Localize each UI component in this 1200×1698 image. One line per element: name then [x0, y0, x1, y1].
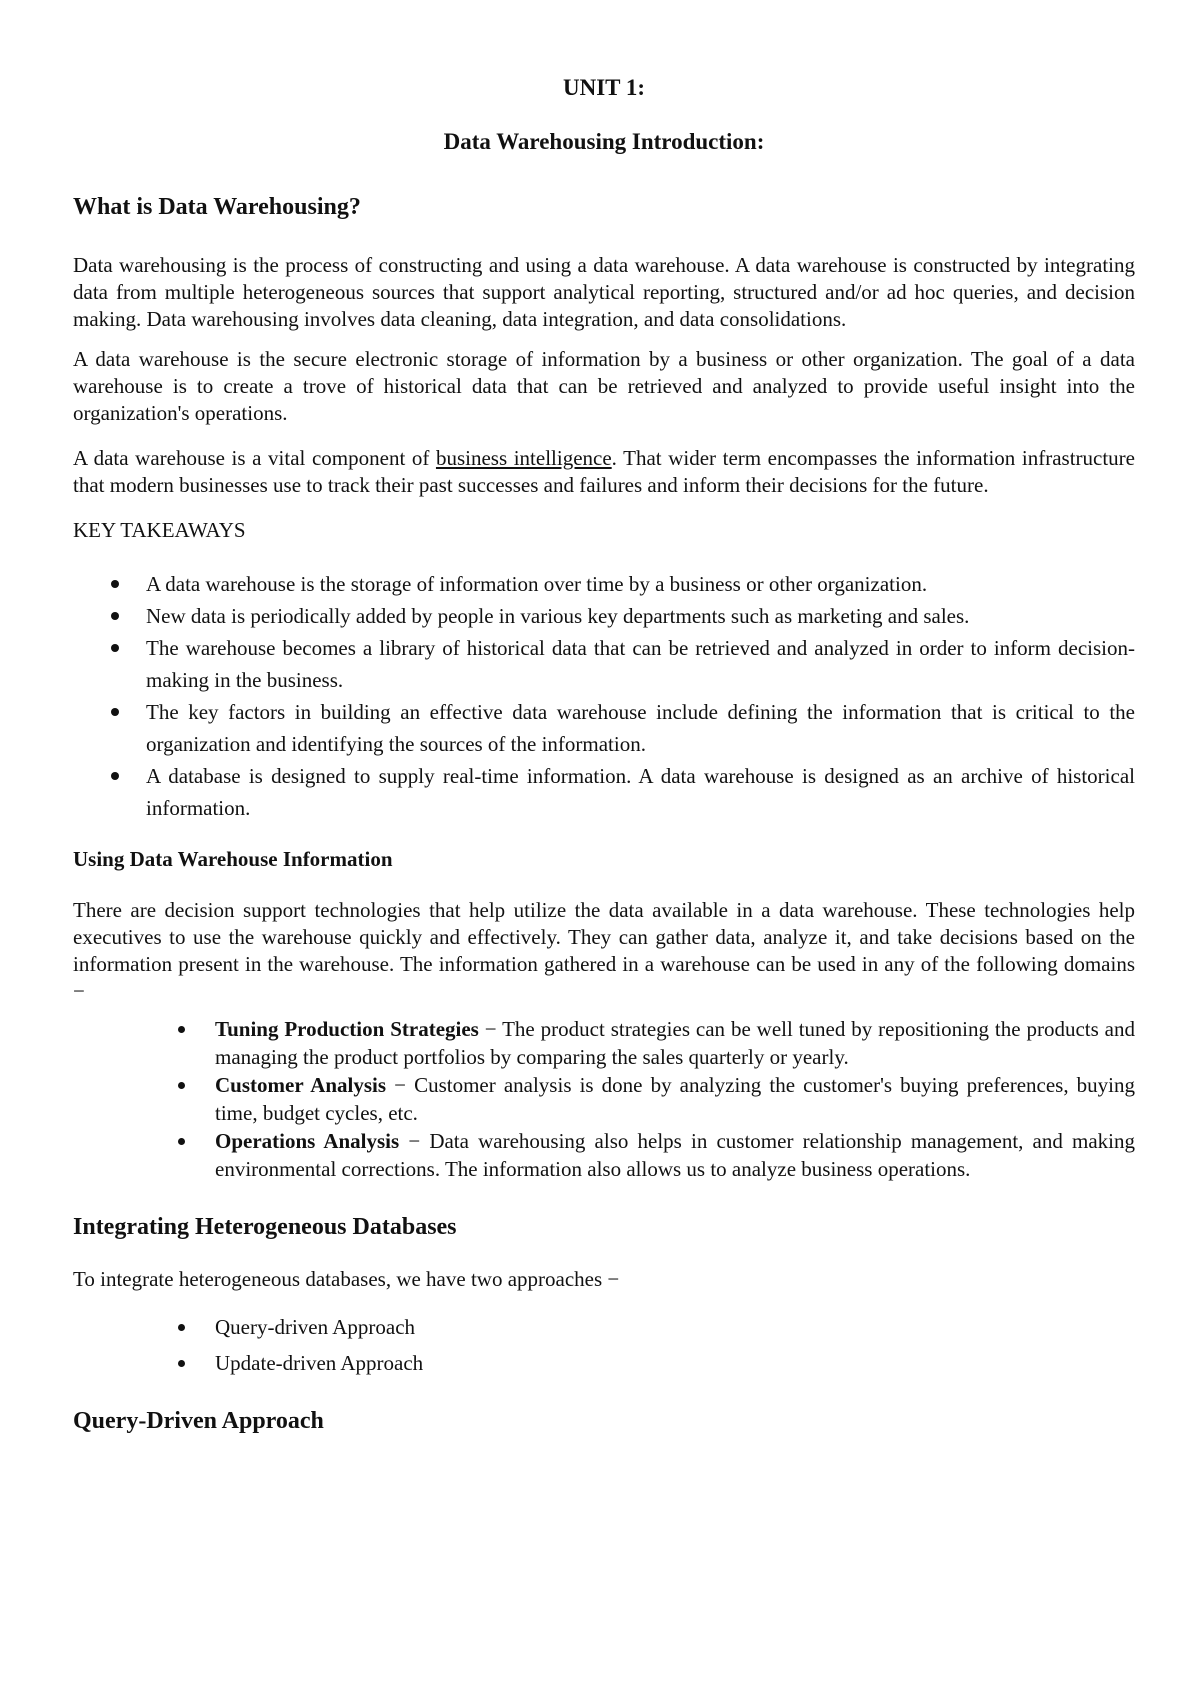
list-item: [73, 1071, 1135, 1127]
bullet-icon: [111, 708, 119, 716]
list-item-text: Query-driven Approach: [215, 1314, 416, 1339]
list-item-text: − Customer analysis is done by analyzing the customer's buying preferences, buying time, budget cycles, etc.: [215, 1072, 1135, 1125]
list-item: [73, 600, 1135, 632]
bullet-icon: [178, 1082, 185, 1089]
approaches-list: [73, 1309, 1135, 1381]
bullet-icon: [111, 772, 119, 780]
list-item: [73, 1309, 1135, 1345]
list-item: [73, 568, 1135, 600]
list-item-term: Customer Analysis: [215, 1072, 387, 1097]
list-item-text: New data is periodically added by people in various key departments such as marketing and sales.: [146, 603, 970, 628]
list-item-text: The key factors in building an effective data warehouse include defining the information that is critical to the organization and identifying the sources of the information.: [146, 699, 1135, 756]
what-is-paragraph-3: [73, 445, 1135, 499]
business-intelligence-link[interactable]: business intelligence: [435, 445, 612, 470]
list-item-text: − The product strategies can be well tuned by repositioning the products and managing the product portfolios by comparing the sales quarterly or yearly.: [215, 1016, 1135, 1069]
list-item: [73, 760, 1135, 824]
bullet-icon: [111, 612, 119, 620]
paragraph-3-rest: . That wider term encompasses the information infrastructure that modern businesses use to track their past successes and failures and inform their decisions for the future.: [73, 445, 1135, 497]
key-takeaways-list: [73, 568, 1135, 824]
what-is-paragraph-2: A data warehouse is the secure electronic storage of information by a business or other organization. The goal of a data warehouse is to create a trove of historical data that can be retrieved and analyzed to provide useful insight into the organization's operations.: [73, 346, 1135, 425]
what-is-paragraph-1: Data warehousing is the process of constructing and using a data warehouse. A data warehouse is constructed by integrating data from multiple heterogeneous sources that support analytical reporting, structured and/or ad hoc queries, and decision making. Data warehousing involves data cleaning, data integration, and data consolidations.: [73, 252, 1135, 331]
bullet-icon: [111, 580, 119, 588]
integrating-paragraph: To integrate heterogeneous databases, we have two approaches −: [73, 1266, 620, 1291]
list-item-term: Tuning Production Strategies: [215, 1016, 479, 1041]
list-item-text: A data warehouse is the storage of information over time by a business or other organization.: [146, 571, 928, 596]
unit-title: UNIT 1:: [562, 75, 645, 100]
list-item: [73, 1345, 1135, 1381]
bullet-icon: [178, 1026, 185, 1033]
bullet-icon: [178, 1324, 185, 1331]
using-paragraph: There are decision support technologies that help utilize the data available in a data warehouse. These technologies help executives to use the warehouse quickly and effectively. They can gather data, analyze it, and take decisions based on the information present in the warehouse. The information gathered in a warehouse can be used in any of the following domains −: [73, 897, 1135, 1003]
query-driven-heading: Query-Driven Approach: [73, 1407, 324, 1434]
key-takeaways-heading: KEY TAKEAWAYS: [73, 517, 246, 542]
list-item-text: A database is designed to supply real-time information. A data warehouse is designed as an archive of historical information.: [146, 763, 1135, 820]
list-item-text: − Data warehousing also helps in customer relationship management, and making environmental corrections. The information also allows us to analyze business operations.: [215, 1128, 1135, 1181]
bullet-icon: [178, 1138, 185, 1145]
list-item: [73, 1127, 1135, 1183]
list-item-text: Update-driven Approach: [215, 1350, 424, 1375]
bullet-icon: [111, 644, 119, 652]
list-item: [73, 696, 1135, 760]
list-item: [73, 1015, 1135, 1071]
using-heading: Using Data Warehouse Information: [73, 846, 393, 871]
list-item: [73, 632, 1135, 696]
paragraph-3-lead: A data warehouse is a vital component of: [73, 445, 436, 470]
bullet-icon: [178, 1360, 185, 1367]
domains-list: [73, 1015, 1135, 1183]
integrating-heading: Integrating Heterogeneous Databases: [73, 1213, 457, 1240]
list-item-term: Operations Analysis: [215, 1128, 400, 1153]
list-item-text: The warehouse becomes a library of historical data that can be retrieved and analyzed in order to inform decision-making in the business.: [146, 635, 1135, 692]
document-page: [73, 74, 1135, 1436]
what-is-heading: What is Data Warehousing?: [73, 194, 361, 221]
document-title: Data Warehousing Introduction:: [443, 128, 765, 154]
